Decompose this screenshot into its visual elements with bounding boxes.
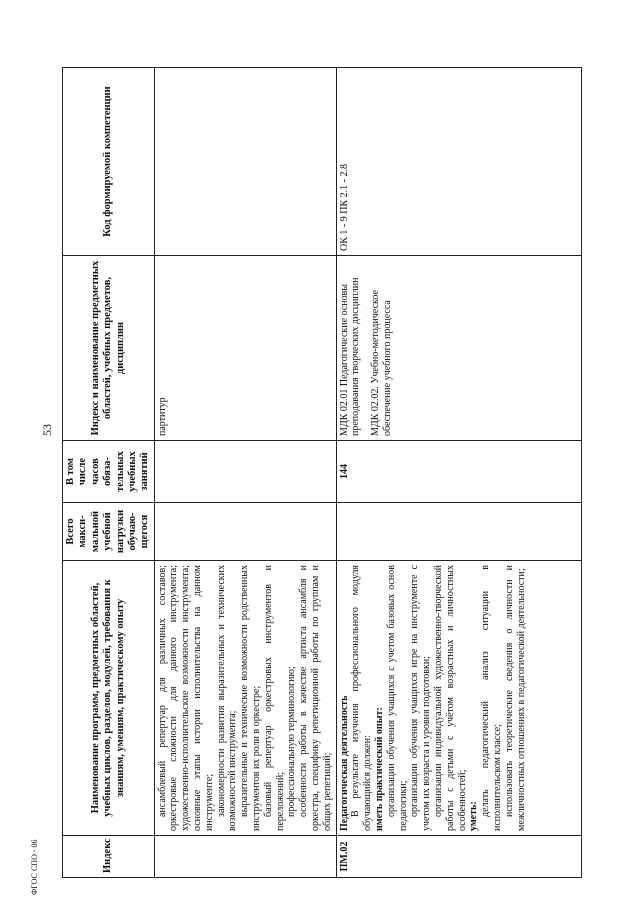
row1-disciplines: партитур <box>154 256 336 441</box>
skills-label: уметь: <box>468 801 480 831</box>
row2-competence: ОК 1 - 9 ПК 2.1 - 2.8 <box>336 68 581 256</box>
footer-text: ФГОС СПО - 06 <box>30 839 39 895</box>
header-competence: Код формируемой компетенции <box>63 68 155 256</box>
row1-max-load <box>154 503 336 561</box>
list-item: ансамблевый репертуар для различных составов; оркестровые сложности для данного инструмента; художественно-исполнительские возможности инструмента; основные этапы истории исполнительства на данном инструменте; <box>156 565 215 831</box>
header-incl-hours: В том числе часов обяза-тельных учебных занятий <box>63 441 155 503</box>
page-number: 53 <box>40 424 54 436</box>
module-intro: В результате изучения профессионального модуля обучающийся должен: <box>350 565 374 831</box>
list-item: организации индивидуальной художественно-творческой работы с детьми с учётом возрастных и личностных особенностей; <box>432 565 468 831</box>
header-max-load: Всего макси-мальной учебной нагрузки обучаю-щегося <box>63 503 155 561</box>
row1-incl-hours <box>154 441 336 503</box>
module-title: Педагогическая деятельность <box>338 695 350 831</box>
row2-incl-hours: 144 <box>336 441 581 503</box>
discipline-item: МДК 02.01 Педагогические основы преподавания творческих дисциплин <box>338 277 362 436</box>
row1-competence <box>154 68 336 256</box>
row2-disciplines <box>336 256 581 441</box>
header-disciplines: Индекс и наименование предметных областей, учебных предметов, дисциплин <box>63 256 155 441</box>
list-item: особенности работы в качестве артиста ансамбля и оркестра, специфику репетиционной работы по группам и общих репетиций; <box>298 565 333 831</box>
list-item: использовать теоретические сведения о личности и межличностных отношениях в педагогической деятельности; <box>503 565 527 831</box>
list-item: закономерности развития выразительных и технических возможностей инструмента; <box>215 565 239 831</box>
row2-content <box>336 561 581 836</box>
header-index: Индекс <box>63 836 155 878</box>
practice-label: иметь практический опыт: <box>373 707 385 831</box>
header-name: Наименование программ, предметных областей, учебных циклов, разделов, модулей, требования к знаниям, умениям, практическому опыту <box>63 561 155 836</box>
list-item: базовый репертуар оркестровых инструментов и переложений; <box>262 565 286 831</box>
table-header-row <box>63 68 155 878</box>
list-item: выразительные и технические возможности родственных инструментов их роли в оркестре; <box>239 565 262 831</box>
list-item: организации обучения учащихся с учетом базовых основ педагогики; <box>385 565 409 831</box>
list-item: делать педагогический анализ ситуации в исполнительском классе; <box>480 565 503 831</box>
list-item: организации обучения учащихся игре на инструменте с учетом их возраста и уровня подготовки; <box>409 565 433 831</box>
table-row <box>336 68 581 878</box>
rotated-table-wrapper <box>62 68 582 878</box>
discipline-item: МДК 02.02. Учебно-методическое обеспечение учебного процесса <box>370 290 393 436</box>
list-item: профессиональную терминологию; <box>286 666 298 817</box>
program-table <box>62 67 582 878</box>
row2-max-load <box>336 503 581 561</box>
table-row <box>154 68 336 878</box>
row1-index <box>154 836 336 878</box>
row2-index: ПМ.02 <box>336 836 581 878</box>
row1-content <box>154 561 336 836</box>
